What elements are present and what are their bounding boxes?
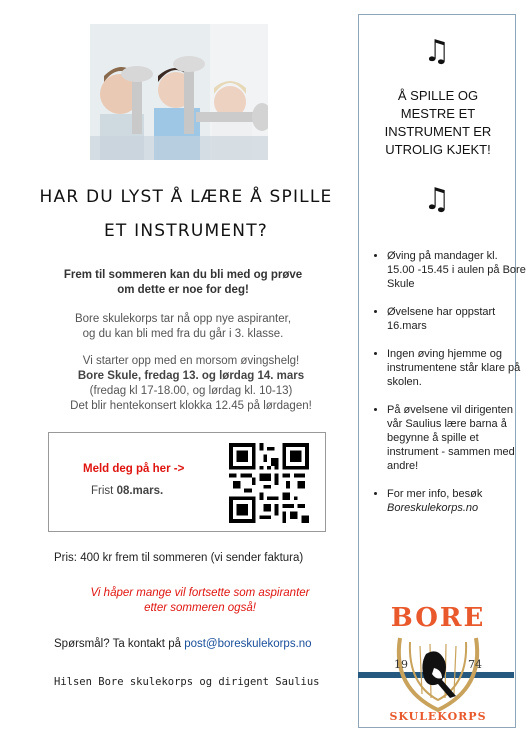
music-note-icon: ♫ (423, 182, 451, 217)
hope-line-2: etter sommeren også! (144, 602, 256, 614)
info-bullet-list (369, 249, 526, 529)
greeting-signoff: Hilsen Bore skulekorps og dirigent Saulius (54, 676, 320, 688)
bullet-item: • Øvelsene har oppstart 16.mars (387, 305, 526, 333)
children-with-instruments-photo (90, 24, 268, 160)
title-line-1: HAR DU LYST Å LÆRE Å SPILLE (39, 187, 333, 207)
aspirant-line-2: og du kan bli med fra du går i 3. klasse. (82, 328, 284, 340)
qr-code[interactable] (229, 443, 309, 523)
aspirant-paragraph (48, 312, 318, 342)
contact-email-link[interactable]: post@boreskulekorps.no (184, 638, 312, 650)
contact-prefix: Spørsmål? Ta kontakt på (54, 638, 185, 650)
photo-illustration (90, 24, 268, 160)
registration-deadline (91, 485, 163, 497)
practice-line-1: Vi starter opp med en morsom øvingshelg! (82, 355, 300, 367)
aspirant-line-1: Bore skulekorps tar nå opp nye aspiranter, (74, 313, 292, 325)
bullet-item: • På øvelsene vil dirigenten vår Saulius lære barna å begynne å spille et instrument - sammen med andre! (387, 403, 526, 473)
registration-box (48, 432, 326, 532)
qr-code-graphic (229, 443, 309, 523)
page-title (36, 180, 336, 248)
registration-link[interactable]: Meld deg på her -> (83, 463, 185, 475)
logo-year-right: 74 (468, 658, 482, 671)
sidebar-tagline: Å SPILLE OG MESTRE ET INSTRUMENT ER UTROLIG KJEKT! (384, 88, 492, 157)
practice-line-2-wrap (46, 369, 336, 384)
intro-text (48, 268, 318, 298)
bullet-item: • Øving på mandager kl. 15.00 -15.45 i aulen på Bore Skule (387, 249, 526, 291)
hope-line-1: Vi håper mange vil fortsette som aspiranter (90, 587, 310, 599)
practice-weekend-paragraph (46, 354, 336, 414)
deadline-prefix: Frist (91, 485, 117, 497)
bullet-item-info (387, 487, 526, 515)
logo-title: BORE (390, 603, 486, 633)
contact-text (54, 638, 312, 650)
practice-line-4: Det blir hentekonsert klokka 12.45 på lørdagen! (70, 400, 312, 412)
price-text: Pris: 400 kr frem til sommeren (vi sender faktura) (54, 552, 304, 564)
music-note-icon: ♫ (423, 34, 451, 69)
logo-year-left: 19 (394, 658, 408, 671)
hope-text (60, 586, 340, 616)
practice-line-3: (fredag kl 17-18.00, og lørdag kl. 10-13) (89, 385, 293, 397)
logo-subtitle: SKULEKORPS (389, 710, 487, 723)
deadline-date: 08.mars. (116, 485, 164, 497)
intro-line-2: om dette er noe for deg! (117, 284, 249, 296)
title-line-2: ET INSTRUMENT? (103, 221, 269, 241)
practice-line-2: Bore Skule, fredag 13. og lørdag 14. mars (77, 370, 305, 382)
website-link[interactable]: Boreskulekorps.no (387, 502, 479, 514)
bullet-item: • Ingen øving hjemme og instrumentene står klare på skolen. (387, 347, 526, 389)
bore-skulekorps-logo (382, 598, 494, 726)
info-prefix: For mer info, besøk (387, 488, 483, 500)
intro-line-1: Frem til sommeren kan du bli med og prøve (63, 269, 303, 281)
